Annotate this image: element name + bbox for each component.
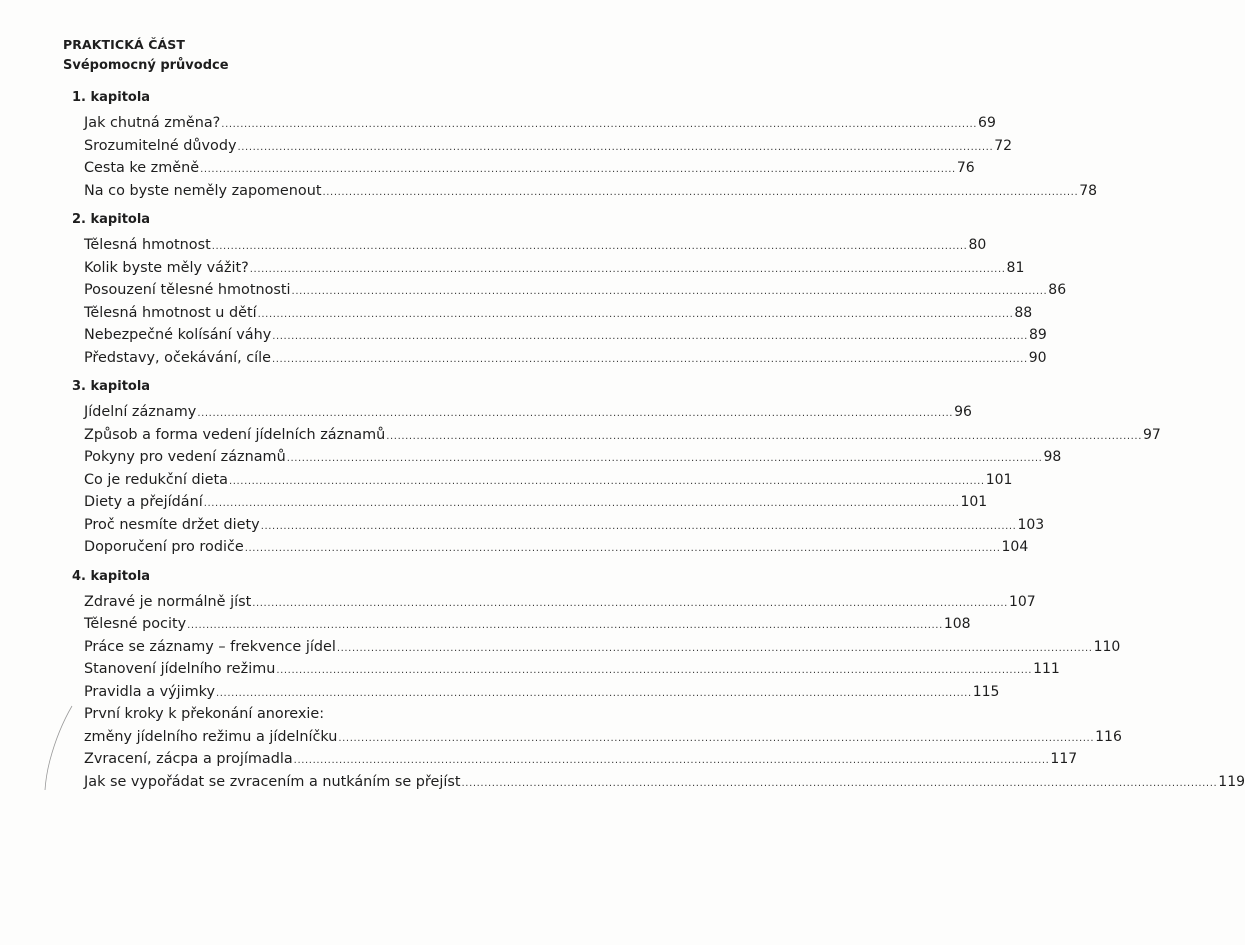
toc-entry-title: Jak se vypořádat se zvracením a nutkáním se přejíst bbox=[84, 773, 461, 790]
dot-leader: ........................................................................................................................................................................................................ bbox=[276, 665, 1033, 676]
dot-leader: ........................................................................................................................................................................................................ bbox=[338, 732, 1095, 744]
toc-entry-title: Proč nesmíte držet diety bbox=[84, 516, 260, 533]
toc-entry-title: Tělesná hmotnost u dětí bbox=[84, 304, 257, 321]
toc-entry-page: 76 bbox=[956, 160, 975, 176]
toc-entry-page: 103 bbox=[1017, 516, 1045, 533]
toc-entry-title: Co je redukční dieta bbox=[84, 471, 228, 488]
toc-entry-title: Způsob a forma vedení jídelních záznamů bbox=[84, 426, 386, 443]
toc-entry-page: 80 bbox=[968, 237, 987, 253]
toc-entry-title: Doporučení pro rodiče bbox=[84, 539, 244, 555]
dot-leader: ........................................................................................................................................................................................................ bbox=[336, 642, 1093, 654]
toc-entry-page: 110 bbox=[1093, 638, 1121, 655]
toc-entry-page: 98 bbox=[1043, 449, 1062, 465]
toc-entry-title: Zdravé je normálně jíst bbox=[84, 593, 252, 610]
toc-entry-page: 117 bbox=[1050, 751, 1078, 767]
toc-entry-page: 78 bbox=[1079, 182, 1098, 199]
toc-entry-page: 104 bbox=[1001, 539, 1029, 555]
dot-leader: ........................................................................................................................................................................................................ bbox=[237, 141, 994, 153]
toc-entry-title: Tělesné pocity bbox=[84, 616, 187, 632]
pencil-mark bbox=[0, 0, 600, 945]
toc-entry-page: 116 bbox=[1095, 728, 1122, 745]
dot-leader: ........................................................................................................................................................................................................ bbox=[252, 597, 1008, 609]
toc-entry-page: 89 bbox=[1028, 327, 1047, 343]
toc-entry-page: 90 bbox=[1028, 349, 1047, 366]
dot-leader: ........................................................................................................................................................................................................ bbox=[260, 520, 1017, 532]
dot-leader: ........................................................................................................................................................................................................ bbox=[211, 241, 968, 252]
dot-leader: ........................................................................................................................................................................................................ bbox=[203, 498, 960, 509]
dot-leader: ........................................................................................................................................................................................................ bbox=[187, 620, 943, 631]
toc-entry-title: Představy, očekávání, cíle bbox=[84, 349, 271, 366]
dot-leader: ........................................................................................................................................................................................................ bbox=[272, 353, 1028, 365]
toc-entry-title-line: První kroky k překonání anorexie: bbox=[84, 706, 325, 722]
toc-entry-title: Jak chutná změna? bbox=[84, 115, 221, 131]
dot-leader: ........................................................................................................................................................................................................ bbox=[215, 687, 972, 699]
toc-entry-page: 96 bbox=[954, 404, 972, 420]
toc-entry-page: 69 bbox=[978, 115, 996, 131]
toc-entry-page: 101 bbox=[985, 471, 1013, 488]
toc-entry-page: 108 bbox=[943, 616, 971, 632]
toc-entry-page: 72 bbox=[994, 137, 1013, 154]
dot-leader: ........................................................................................................................................................................................................ bbox=[293, 755, 1050, 766]
chapter-heading: 1. kapitola bbox=[72, 90, 151, 105]
dot-leader: ........................................................................................................................................................................................................ bbox=[197, 408, 954, 419]
toc-entry-title: Na co byste neměly zapomenout bbox=[84, 182, 322, 199]
dot-leader: ........................................................................................................................................................................................................ bbox=[461, 777, 1218, 789]
toc-entry-title: Práce se záznamy – frekvence jídel bbox=[84, 638, 336, 655]
toc-entry-page: 88 bbox=[1014, 304, 1033, 321]
toc-entry-title: Srozumitelné důvody bbox=[84, 137, 237, 154]
toc-entry-page: 97 bbox=[1142, 426, 1161, 443]
dot-leader: ........................................................................................................................................................................................................ bbox=[221, 119, 978, 130]
toc-entry-title: Diety a přejídání bbox=[84, 494, 203, 510]
toc-entry-title: Posouzení tělesné hmotnosti bbox=[84, 282, 291, 298]
part-title: PRAKTICKÁ ČÁST bbox=[63, 37, 185, 52]
dot-leader: ........................................................................................................................................................................................................ bbox=[200, 164, 956, 175]
chapter-heading: 4. kapitola bbox=[72, 568, 151, 584]
chapter-heading: 2. kapitola bbox=[72, 212, 151, 227]
toc-entry-page: 81 bbox=[1006, 259, 1025, 276]
toc-entry-title: Pokyny pro vedení záznamů bbox=[84, 449, 286, 465]
dot-leader: ........................................................................................................................................................................................................ bbox=[257, 308, 1014, 320]
toc-entry-title: Jídelní záznamy bbox=[84, 404, 197, 420]
toc-entry-title: Nebezpečné kolísání váhy bbox=[84, 327, 272, 343]
toc-entry-page: 119 bbox=[1218, 773, 1245, 790]
toc-entry-title: Kolik byste měly vážit? bbox=[84, 259, 249, 276]
dot-leader: ........................................................................................................................................................................................................ bbox=[244, 543, 1001, 554]
toc-entry-page: 107 bbox=[1008, 593, 1036, 610]
dot-leader: ........................................................................................................................................................................................................ bbox=[291, 286, 1048, 297]
dot-leader: ........................................................................................................................................................................................................ bbox=[386, 430, 1142, 442]
part-subtitle: Svépomocný průvodce bbox=[63, 58, 229, 73]
dot-leader: ........................................................................................................................................................................................................ bbox=[249, 263, 1006, 275]
dot-leader: ........................................................................................................................................................................................................ bbox=[322, 186, 1079, 198]
toc-entry-title: Tělesná hmotnost bbox=[84, 237, 211, 253]
toc-entry-title: Stanovení jídelního režimu bbox=[84, 661, 276, 677]
chapter-heading: 3. kapitola bbox=[72, 379, 151, 394]
dot-leader: ........................................................................................................................................................................................................ bbox=[228, 475, 985, 487]
dot-leader: ........................................................................................................................................................................................................ bbox=[272, 331, 1028, 342]
toc-entry-page: 86 bbox=[1048, 282, 1067, 298]
toc-entry-title: Pravidla a výjimky bbox=[84, 683, 215, 700]
toc-entry-title: Cesta ke změně bbox=[84, 160, 200, 176]
toc-entry-page: 111 bbox=[1033, 661, 1060, 677]
dot-leader: ........................................................................................................................................................................................................ bbox=[286, 453, 1043, 464]
toc-entry-page: 115 bbox=[972, 683, 1000, 700]
toc-entry-title: Zvracení, zácpa a projímadla bbox=[84, 751, 293, 767]
toc-entry-page: 101 bbox=[960, 494, 988, 510]
toc-entry-title: změny jídelního režimu a jídelníčku bbox=[84, 728, 338, 745]
